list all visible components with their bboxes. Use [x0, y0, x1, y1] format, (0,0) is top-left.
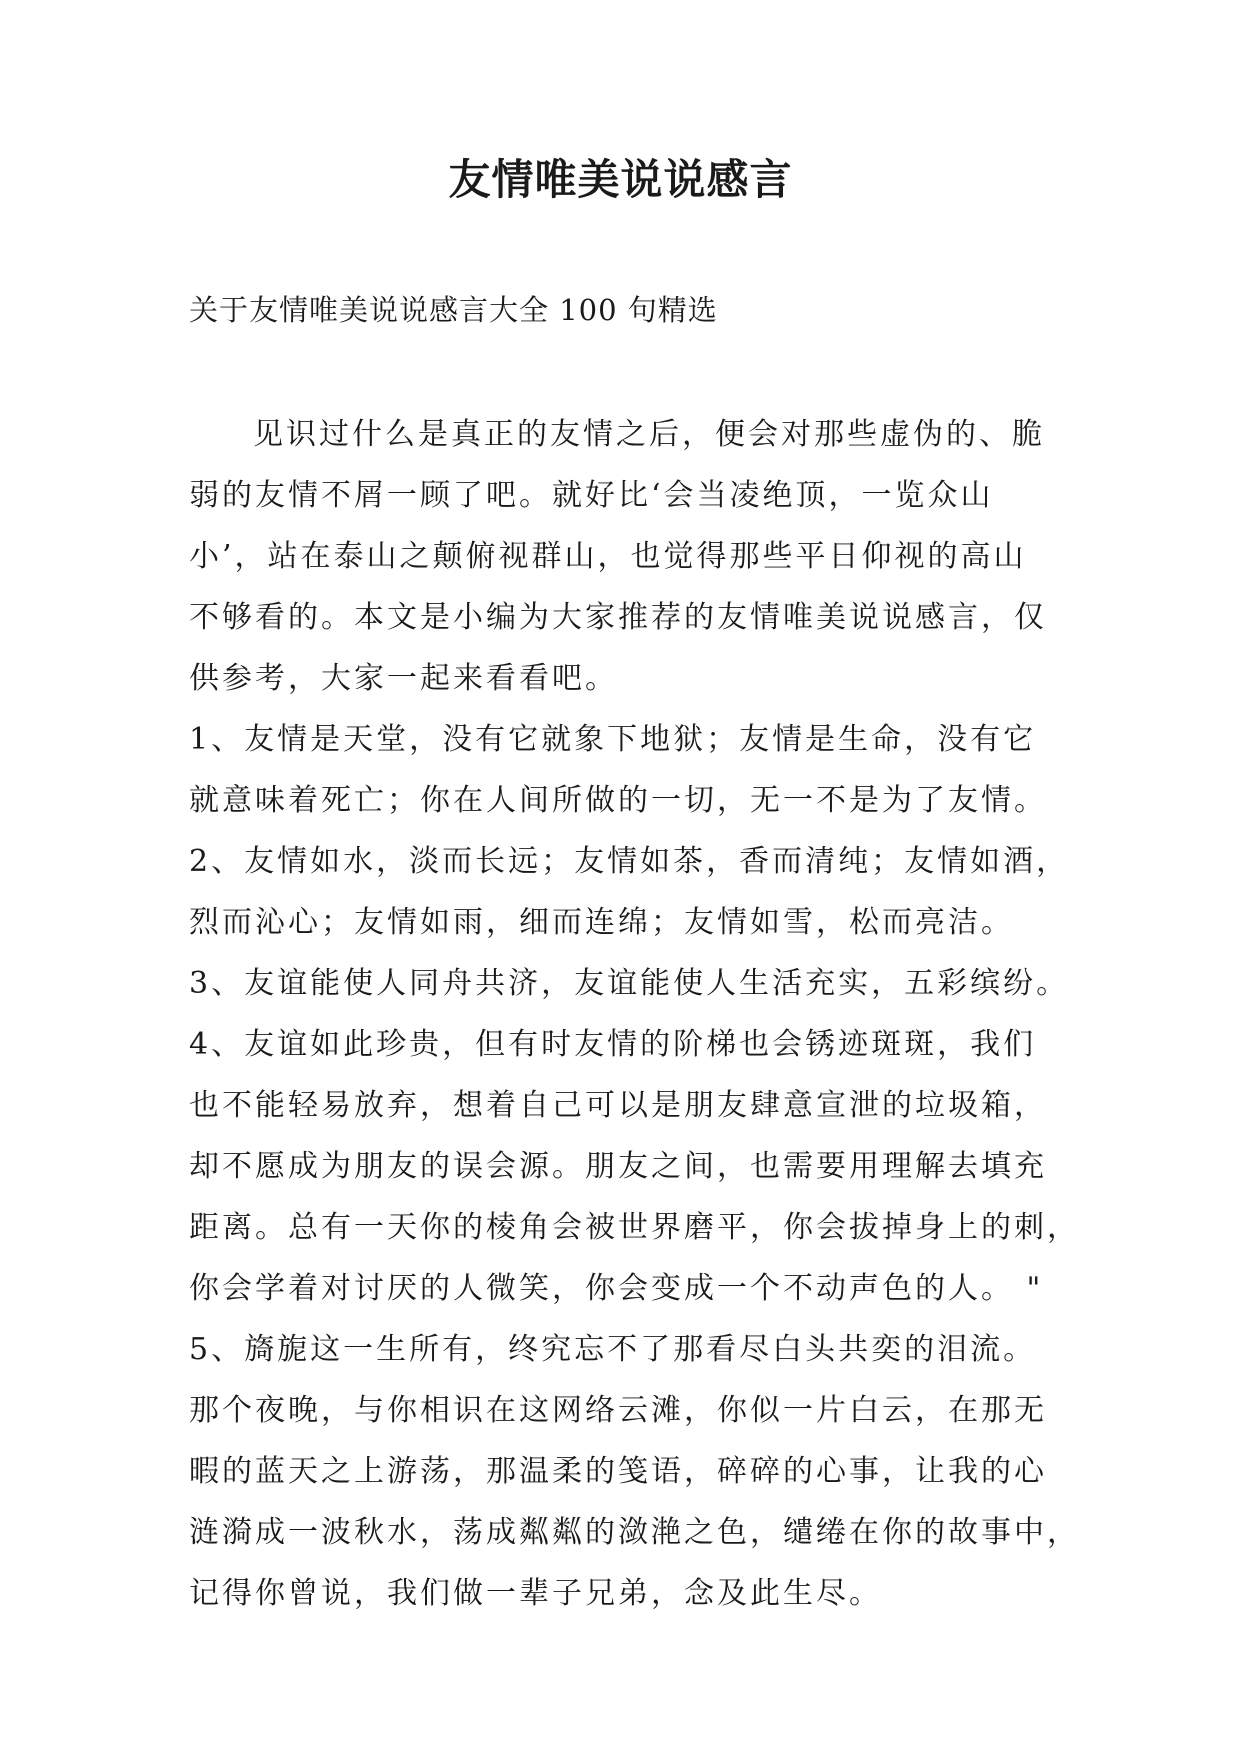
- body-line: 暇的蓝天之上游荡，那温柔的笺语，碎碎的心事，让我的心: [189, 1454, 1047, 1489]
- body-line: 5、旖旎这一生所有，终究忘不了那看尽白头共奕的泪流。: [189, 1332, 1037, 1367]
- body-line: 1、友情是天堂，没有它就象下地狱；友情是生命，没有它: [189, 722, 1037, 757]
- body-line: 见识过什么是真正的友情之后，便会对那些虚伪的、脆: [253, 417, 1045, 452]
- document-body: [189, 404, 1080, 1624]
- body-line: 也不能轻易放弃，想着自己可以是朋友肆意宣泄的垃圾箱，: [189, 1088, 1047, 1123]
- body-line: 你会学着对讨厌的人微笑，你会变成一个不动声色的人。 ": [189, 1271, 1044, 1306]
- body-line: 2、友情如水，淡而长远；友情如茶，香而清纯；友情如酒，: [189, 844, 1070, 879]
- body-line: 记得你曾说，我们做一辈子兄弟，念及此生尽。: [189, 1576, 882, 1611]
- body-line: 弱的友情不屑一顾了吧。就好比‘会当凌绝顶，一览众山: [189, 478, 994, 513]
- body-line: 4、友谊如此珍贵，但有时友情的阶梯也会锈迹斑斑，我们: [189, 1027, 1037, 1062]
- body-line: 就意味着死亡；你在人间所做的一切，无一不是为了友情。: [189, 783, 1047, 818]
- document-title: 友情唯美说说感言: [448, 155, 793, 204]
- body-line: 涟漪成一波秋水，荡成粼粼的潋滟之色，缱绻在你的故事中，: [189, 1515, 1080, 1550]
- body-line: 3、友谊能使人同舟共济，友谊能使人生活充实，五彩缤纷。: [189, 966, 1070, 1001]
- body-line: 那个夜晚，与你相识在这网络云滩，你似一片白云，在那无: [189, 1393, 1047, 1428]
- body-line: 供参考，大家一起来看看吧。: [189, 661, 618, 696]
- body-line: 烈而沁心；友情如雨，细而连绵；友情如雪，松而亮洁。: [189, 905, 1014, 940]
- document-subtitle: 关于友情唯美说说感言大全 100 句精选: [189, 293, 718, 327]
- body-line: 却不愿成为朋友的误会源。朋友之间，也需要用理解去填充: [189, 1149, 1047, 1184]
- body-line: 距离。总有一天你的棱角会被世界磨平，你会拔掉身上的刺，: [189, 1210, 1080, 1245]
- body-line: 小’，站在泰山之颠俯视群山，也觉得那些平日仰视的高山: [189, 539, 1027, 574]
- body-line: 不够看的。本文是小编为大家推荐的友情唯美说说感言，仅: [189, 600, 1047, 635]
